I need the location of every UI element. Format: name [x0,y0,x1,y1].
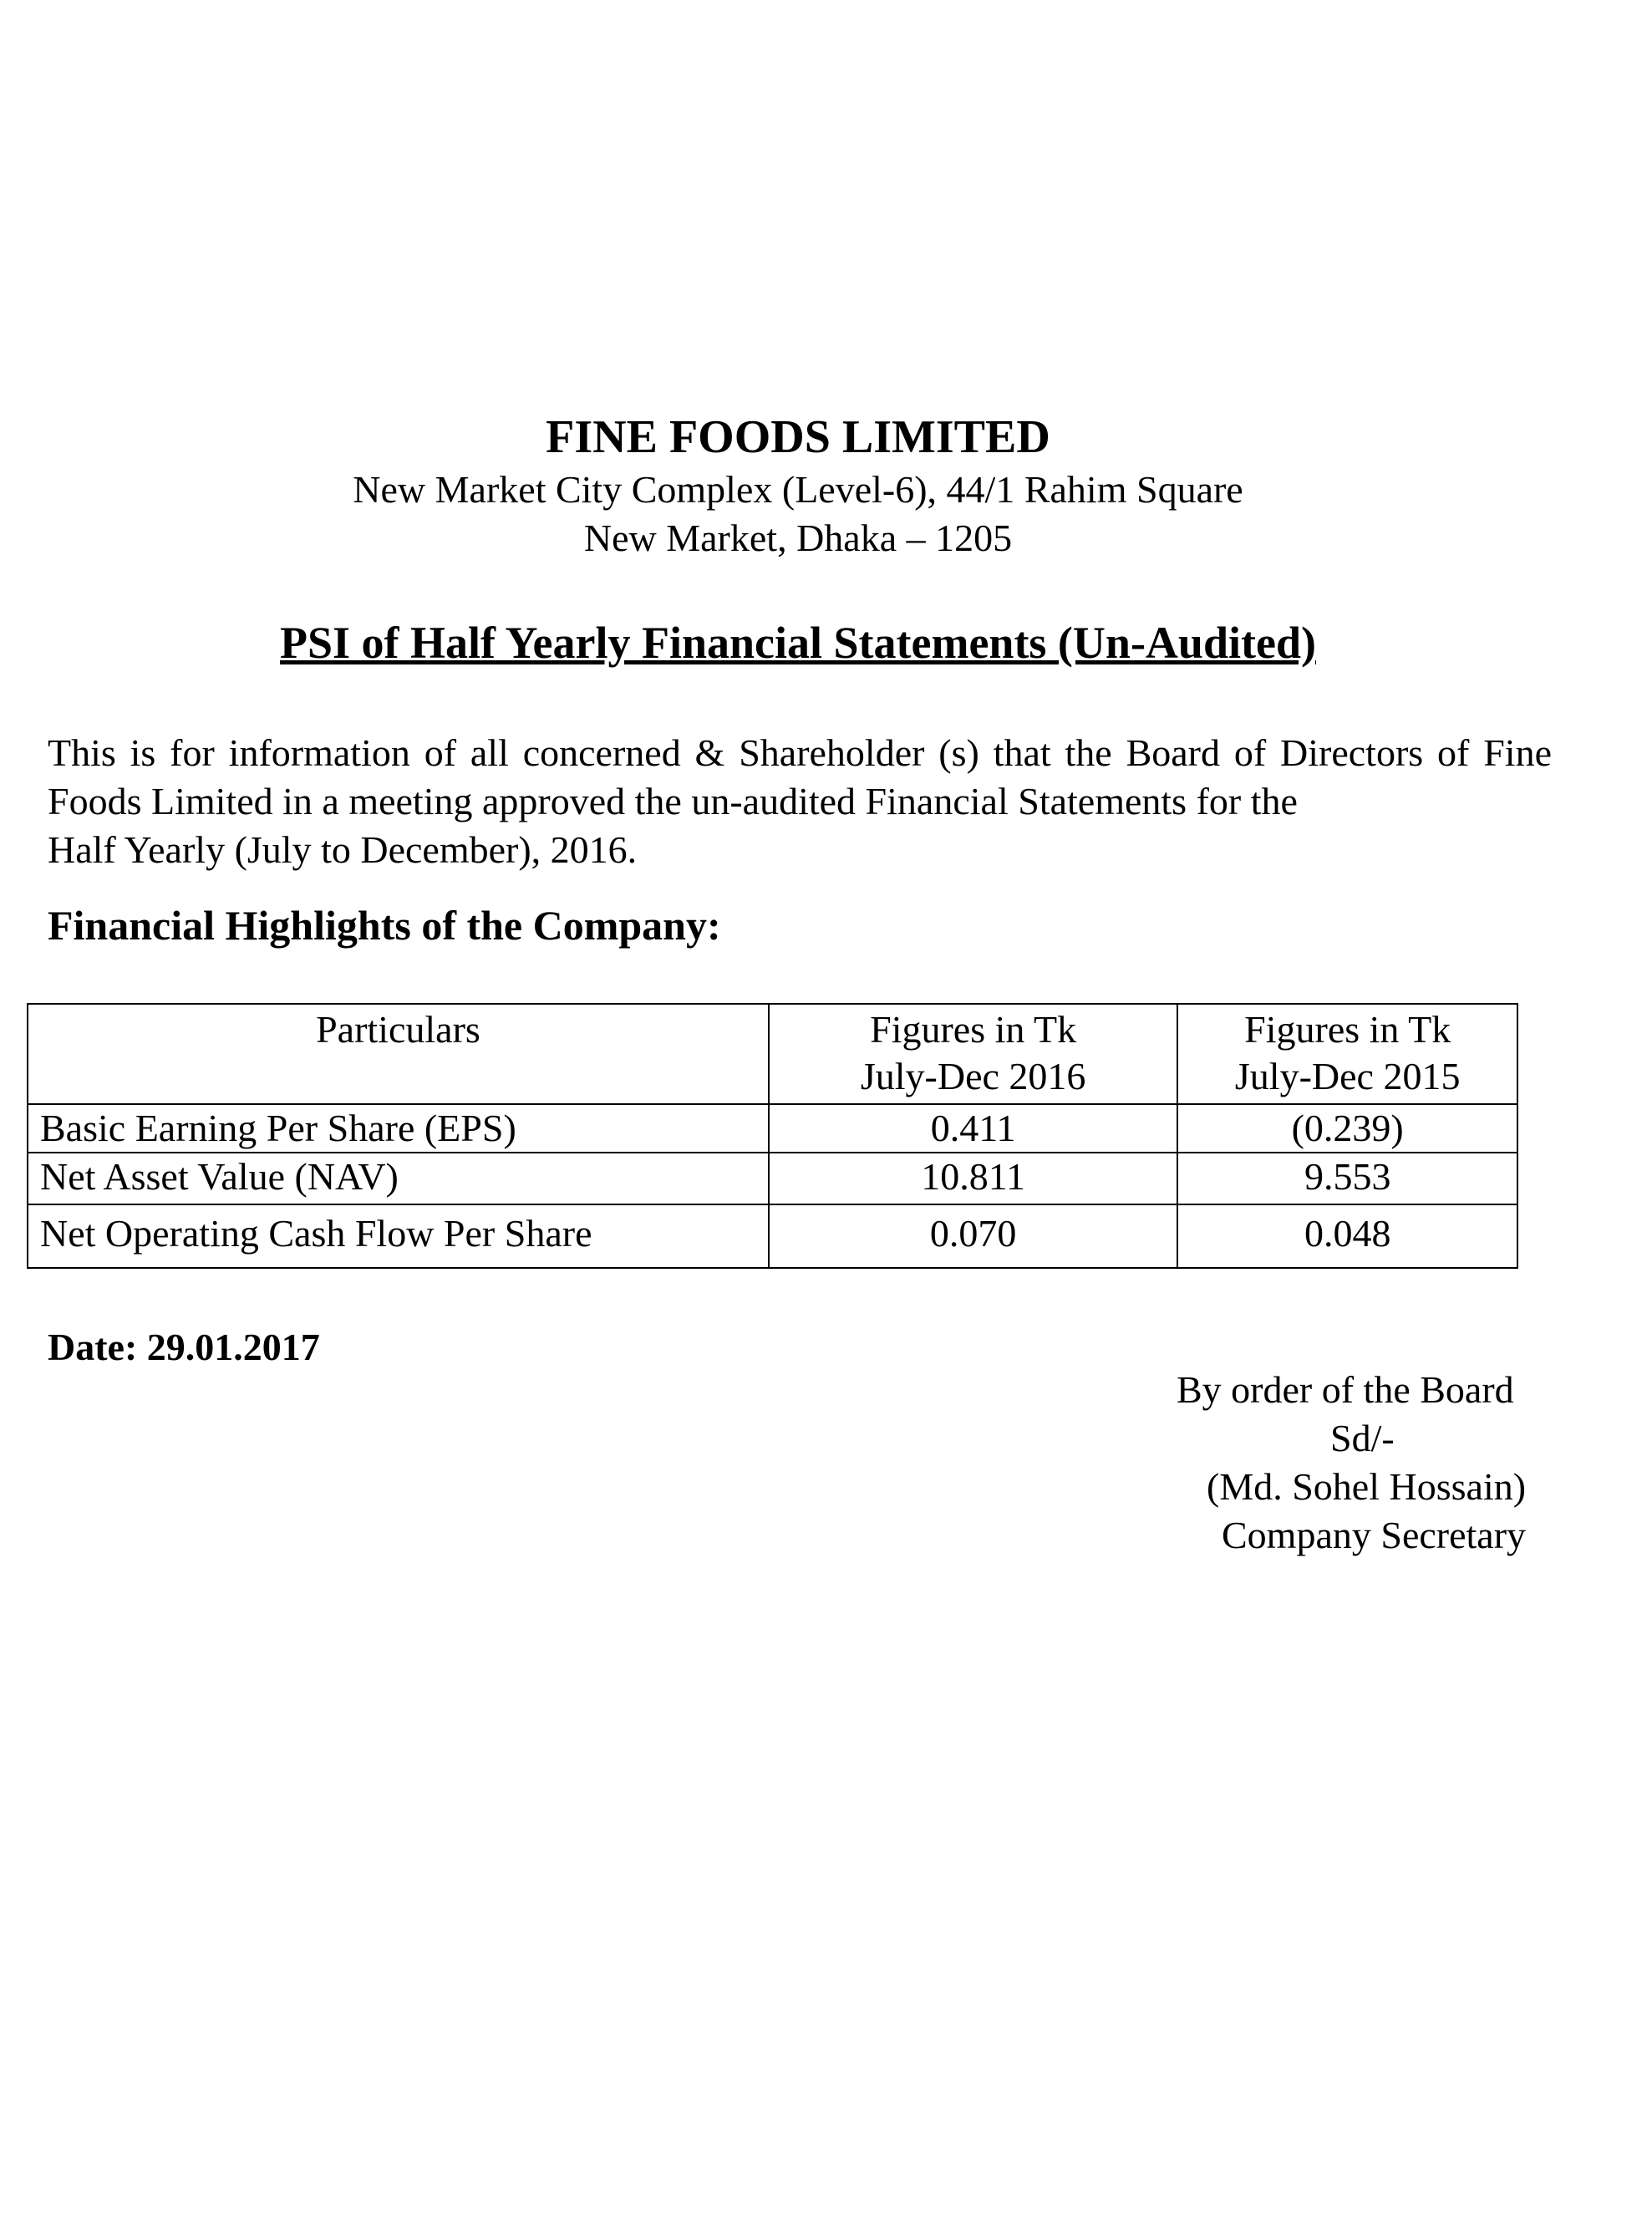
table-row [28,1204,1517,1268]
address-line-2: New Market, Dhaka – 1205 [583,517,1013,559]
header-2015-line1: Figures in Tk [1244,1008,1451,1051]
header-particulars: Particulars [28,1004,769,1104]
row-label: Basic Earning Per Share (EPS) [28,1104,769,1153]
company-name: FINE FOODS LIMITED [546,411,1050,463]
highlights-heading: Financial Highlights of the Company: [48,902,721,949]
signature-block [1153,1366,1554,1560]
row-label: Net Asset Value (NAV) [28,1153,769,1204]
date-line: Date: 29.01.2017 [48,1326,320,1368]
row-value-2016: 0.070 [769,1204,1177,1268]
header-2016-line1: Figures in Tk [870,1008,1077,1051]
document-title: PSI of Half Yearly Financial Statements (Un-Audited) [280,618,1316,668]
table-row [28,1104,1517,1153]
row-value-2016: 0.411 [769,1104,1177,1153]
row-value-2015: 9.553 [1177,1153,1517,1204]
row-value-2015: (0.239) [1177,1104,1517,1153]
header-2015 [1177,1004,1517,1104]
financial-highlights-table [27,1003,1518,1269]
header-2016 [769,1004,1177,1104]
intro-paragraph [48,729,1552,874]
signature-line-sd: Sd/- [1330,1417,1395,1459]
row-value-2016: 10.811 [769,1153,1177,1204]
intro-last-line: Half Yearly (July to December), 2016. [48,828,638,871]
row-label: Net Operating Cash Flow Per Share [28,1204,769,1268]
row-value-2015: 0.048 [1177,1204,1517,1268]
table-header-row [28,1004,1517,1104]
header-2016-line2: July-Dec 2016 [860,1055,1086,1097]
intro-body: This is for information of all concerned & Shareholder (s) that the Board of Directors of Fine Foods Limited in a meeting approved the un-audited Financial Statements for the [48,731,1552,822]
header-2015-line2: July-Dec 2015 [1234,1055,1461,1097]
table-row [28,1153,1517,1204]
address-line-1: New Market City Complex (Level-6), 44/1 Rahim Square [353,468,1243,511]
signature-name: (Md. Sohel Hossain) [1207,1465,1527,1508]
signature-line-order: By order of the Board [1177,1368,1514,1411]
signature-title: Company Secretary [1222,1514,1527,1556]
